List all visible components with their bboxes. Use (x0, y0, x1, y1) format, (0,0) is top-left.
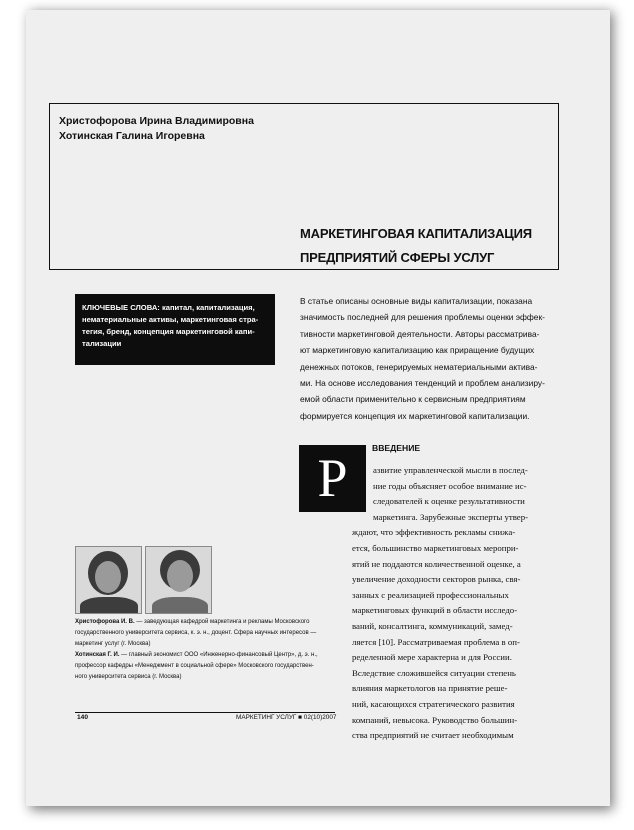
abstract-line: тивности маркетинговой деятельности. Авторы рассматрива- (300, 328, 540, 339)
author-photos (75, 546, 213, 614)
body-line: маркетинговых функций в области исследо- (352, 605, 518, 616)
body-line: ятий не поддаются количественной оценке, а (352, 558, 521, 569)
title-line: ПРЕДПРИЯТИЙ СФЕРЫ УСЛУГ (300, 250, 495, 265)
article-title (300, 222, 555, 270)
abstract-line: значимость последней для решения проблемы оценки эффек- (300, 312, 545, 323)
bio-line: ного университета сервиса (г. Москва) (75, 674, 182, 680)
body-line: ется, большинство маркетинговых меропри- (352, 542, 519, 553)
bio-text: — главный экономист ООО «Инженерно-финансовый Центр», д. э. н., (119, 652, 318, 658)
journal-issue: МАРКЕТИНГ УСЛУГ ■ 02(10)2007 (236, 714, 337, 721)
abstract-line: ют маркетинговую капитализацию как приращение будущих (300, 345, 535, 356)
abstract-line: денежных потоков, генерируемых нематериальными актива- (300, 361, 538, 372)
author-name: Хотинская Галина Игоревна (59, 130, 205, 142)
body-line: ляется [10]. Рассматриваемая проблема в оп- (352, 636, 520, 647)
drop-cap: Р (299, 445, 366, 512)
bio-line (75, 617, 335, 628)
abstract-line: формируется концепция их маркетинговой капитализации. (300, 410, 530, 421)
body-line: увеличение доходности секторов рынка, свя- (352, 574, 521, 585)
keywords-line: тализации (82, 339, 122, 348)
keywords-box (75, 294, 275, 365)
keywords-line: нематериальные активы, маркетинговая стра- (82, 315, 259, 324)
author-photo-2 (145, 546, 212, 614)
body-line: азвитие управленческой мысли в послед- (373, 465, 528, 475)
author-name: Христофорова Ирина Владимировна (59, 115, 254, 127)
page-number: 140 (77, 714, 89, 721)
body-text (300, 463, 562, 744)
body-line: следователей к оценке результативности (373, 496, 525, 507)
body-line: ний, касающихся стратегического развития (352, 698, 515, 709)
body-line: ждают, что эффективность рекламы снижа- (352, 527, 516, 538)
abstract-line: В статье описаны основные виды капитализации, показана (300, 296, 533, 306)
body-line: ства предприятий не считает необходимым (352, 730, 514, 741)
body-line: компаний, невысока. Руководство большин- (352, 714, 518, 725)
bio-text: — заведующая кафедрой маркетинга и рекламы Московского (134, 619, 310, 625)
body-line: ваний, консалтинга, коммуникаций, замед- (352, 620, 513, 631)
author-bios (75, 617, 335, 683)
body-line: влияния маркетологов на принятие реше- (352, 683, 508, 694)
body-line: Вследствие сложившейся ситуации степень (352, 667, 516, 678)
keywords-line: КЛЮЧЕВЫЕ СЛОВА: капитал, капитализация, (82, 303, 255, 312)
bio-line: профессор кафедры «Менеджмент в социальной сфере» Московского государствен- (75, 663, 314, 669)
abstract-line: ми. На основе исследования тенденций и проблем анализиру- (300, 378, 545, 389)
bio-line: маркетинг услуг (г. Москва) (75, 641, 151, 647)
author-photo-1 (75, 546, 142, 614)
body-line: ределенной мере характерна и для России. (352, 652, 512, 663)
section-heading: ВВЕДЕНИЕ (372, 443, 421, 453)
body-line: маркетинга. Зарубежные эксперты утвер- (373, 511, 529, 522)
body-line: занных с реализацией профессиональных (352, 589, 509, 600)
bio-name: Хотинская Г. И. (75, 652, 120, 658)
bio-name: Христофорова И. В. (75, 619, 135, 625)
body-line: ние годы объясняет особое внимание ис- (373, 480, 527, 491)
abstract (300, 293, 562, 424)
author-names (59, 114, 254, 144)
abstract-line: емой области применительно к сервисным предприятиям (300, 394, 526, 405)
keywords-line: тегия, бренд, концепция маркетинговой капи- (82, 327, 255, 336)
bio-line (75, 650, 335, 661)
bio-line: государственного университета сервиса, к. э. н., доцент. Сфера научных интересов — (75, 630, 317, 636)
title-line: МАРКЕТИНГОВАЯ КАПИТАЛИЗАЦИЯ (300, 226, 532, 241)
